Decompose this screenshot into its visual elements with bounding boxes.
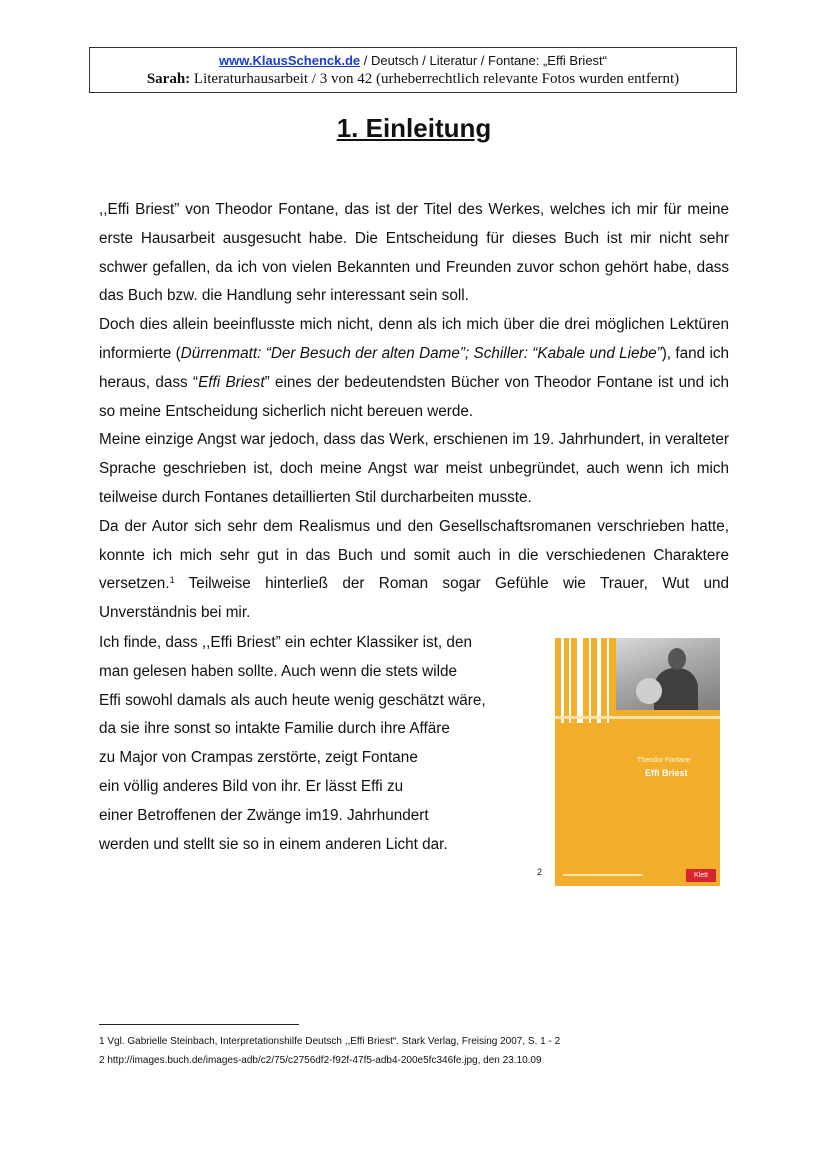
cover-stripe [607,638,609,723]
body-text [99,196,729,628]
paragraph-4-part-a: Da der Autor sich sehr dem Realismus und den Gesellschaftsromanen verschrieben hatte, konnte ich mich sehr gut in das Buch und somit auch in die verschiedenen Charaktere versetzen. [99,517,729,593]
cover-stripe [577,638,583,723]
paragraph-5-line: werden und stellt sie so in einem anderen Licht dar. [99,835,448,853]
paragraph-5-line: Ich finde, dass ,,Effi Briest” ein echter Klassiker ist, den [99,634,472,651]
page-header [89,47,737,93]
paragraph-2-part-c: ” eines der bedeutendsten Bücher von Theodor Fontane ist und ich so meine Entscheidung sicherlich nicht bereuen werde. [99,373,730,420]
cover-figure-child [636,678,662,704]
page-title: 1. Einleitung [336,113,492,143]
paragraph-5-line: man gelesen haben sollte. Auch wenn die stets wilde [99,662,458,680]
footnote-1: 1 Vgl. Gabrielle Steinbach, Interpretationshilfe Deutsch ,,Effi Briest“. Stark Verlag, Freising 2007, S. 1 - 2 [99,1036,561,1047]
header-author: Sarah: [146,71,191,87]
paragraph-5-line: zu Major von Crampas zerstörte, zeigt Fontane [99,749,418,767]
header-path: / Deutsch / Literatur / Fontane: „Effi Briest“ [360,53,607,68]
header-info-text: Literaturhausarbeit / 3 von 42 (urheberrechtlich relevante Fotos wurden entfernt) [190,71,680,87]
publisher-logo-icon: Klett [686,869,716,882]
paragraph-2-part-a: Doch dies allein beeinflusste mich nicht, denn als ich mich über die drei möglichen Lektüren informierte ( [99,316,729,362]
cover-footer-line [563,874,643,876]
cover-stripe [589,638,591,723]
cover-title: Effi Briest [645,768,688,778]
paragraph-5 [99,629,539,859]
cover-band [555,716,720,719]
header-breadcrumb [90,53,736,69]
paragraph-1: ,,Effi Briest” von Theodor Fontane, das ist der Titel des Werkes, welches ich mir für meine erste Hausarbeit ausgesucht habe. Die Entscheidung für dieses Buch ist mir nicht sehr schwer gefallen, da ich von vielen Bekannten und Freunden zuvor schon gehört habe, dass das Buch bzw. die Handlung sehr interessant sein soll. [99,201,729,305]
book-cover-image [555,638,720,886]
paragraph-2-italic-title: Effi Briest [198,373,265,391]
cover-stripe [569,638,571,723]
paragraph-2 [99,311,729,426]
footnote-ref-1[interactable]: 1 [169,575,175,586]
paragraph-5-line: Effi sowohl damals als auch heute wenig geschätzt wäre, [99,691,486,709]
paragraph-4 [99,513,729,628]
paragraph-5-line: einer Betroffenen der Zwänge im19. Jahrhundert [99,806,429,824]
image-footnote-ref[interactable]: 2 [537,867,543,877]
paragraph-4-part-b: Teilweise hinterließ der Roman sogar Gefühle wie Trauer, Wut und Unverständnis bei mir. [99,575,729,622]
site-link[interactable]: www.KlausSchenck.de [219,53,361,68]
footnote-2: 2 http://images.buch.de/images-adb/c2/75/c2756df2-f92f-47f5-adb4-200e5fc346fe.jpg, den 23.10.09 [99,1055,542,1066]
paragraph-2-italic: Dürrenmatt: “Der Besuch der alten Dame”; Schiller: “Kabale und Liebe” [180,344,662,362]
paragraph-3: Meine einzige Angst war jedoch, dass das Werk, erschienen im 19. Jahrhundert, in veralteter Sprache geschrieben ist, doch meine Angst war meist unbegründet, auch wenn ich mich teilweise durch Fontanes detaillierten Stil durcharbeiten musste. [99,431,729,506]
cover-figure-head [668,648,686,670]
paragraph-5-line: ein völlig anderes Bild von ihr. Er lässt Effi zu [99,777,404,795]
paragraph-5-line: da sie ihre sonst so intakte Familie durch ihre Affäre [99,720,450,738]
cover-author: Theodor Fontane [637,757,691,764]
footnote-divider [99,1024,299,1025]
cover-stripe [561,638,564,723]
footnotes [99,1032,560,1070]
cover-stripe [597,638,601,723]
paragraph-2-part-b: ), fand ich heraus, dass “ [99,344,729,391]
header-info [90,70,736,88]
cover-photo [616,638,720,710]
